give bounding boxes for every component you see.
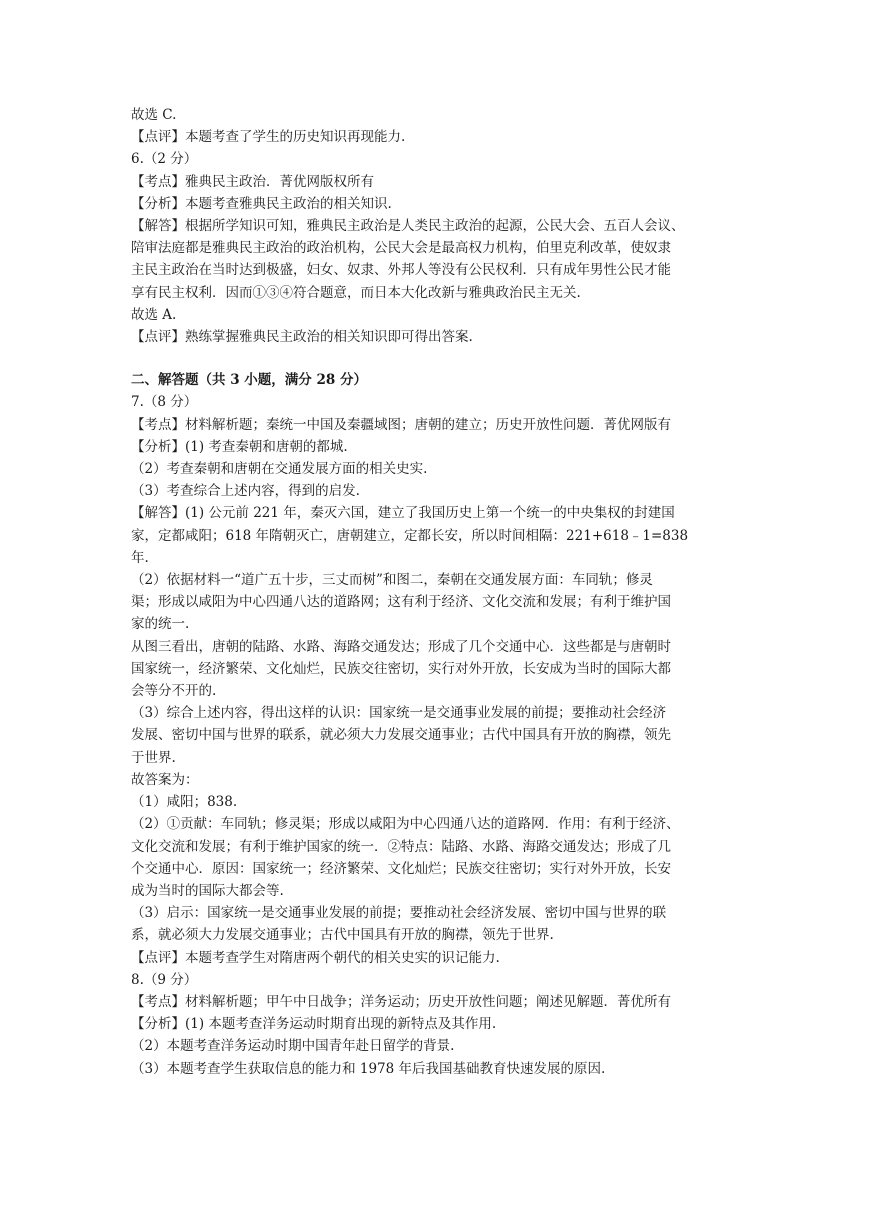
text-line: （3）启示：国家统一是交通事业发展的前提；要推动社会经济发展、密切中国与世界的联 <box>131 905 667 922</box>
text-line: 于世界. <box>131 749 176 766</box>
section-heading: 二、解答题（共 3 小题，满分 28 分） <box>131 372 367 389</box>
text-line: 渠；形成以咸阳为中心四通八达的道路网；这有利于经济、文化交流和发展；有利于维护国 <box>131 594 671 611</box>
text-line: 故选 C. <box>131 107 177 123</box>
text-line: 【考点】材料解析题；甲午中日战争；洋务运动；历史开放性问题；阐述见解题．菁优所有 <box>131 993 671 1010</box>
text-line: 成为当时的国际大都会等. <box>131 882 284 899</box>
text-line: （3）考查综合上述内容，得到的启发. <box>131 483 360 500</box>
text-line: 6.（2 分） <box>131 151 198 168</box>
text-line: 故答案为： <box>131 771 199 788</box>
text-line: 【分析】(1) 考查秦朝和唐朝的都城. <box>131 438 348 455</box>
text-line: 文化交流和发展；有利于维护国家的统一．②特点：陆路、水路、海路交通发达；形成了几 <box>131 838 671 855</box>
text-line: 【点评】熟练掌握雅典民主政治的相关知识即可得出答案. <box>131 329 473 346</box>
text-line: 从图三看出，唐朝的陆路、水路、海路交通发达；形成了几个交通中心．这些都是与唐朝时 <box>131 638 671 655</box>
text-line: （2）①贡献：车同轨；修灵渠；形成以咸阳为中心四通八达的道路网．作用：有利于经济、 <box>131 816 680 833</box>
text-line: 【点评】本题考查了学生的历史知识再现能力. <box>131 129 406 146</box>
text-line: 系，就必须大力发展交通事业；古代中国具有开放的胸襟，领先于世界. <box>131 927 554 944</box>
text-line: 发展、密切中国与世界的联系，就必须大力发展交通事业；古代中国具有开放的胸襟，领先 <box>131 727 671 744</box>
text-line: 【解答】根据所学知识可知，雅典民主政治是人类民主政治的起源，公民大会、五百人会议、 <box>131 218 685 235</box>
text-line: 主民主政治在当时达到极盛，妇女、奴隶、外邦人等没有公民权利．只有成年男性公民才能 <box>131 262 671 279</box>
text-line: 【分析】(1) 本题考查洋务运动时期育出现的新特点及其作用. <box>131 1016 497 1033</box>
text-line: （3）本题考查学生获取信息的能力和 1978 年后我国基础教育快速发展的原因. <box>131 1060 606 1077</box>
text-line: 家，定都咸阳；618 年隋朝灭亡，唐朝建立，定都长安，所以时间相隔：221+618﹣1=838 <box>131 527 689 544</box>
text-line: （2）考查秦朝和唐朝在交通发展方面的相关史实. <box>131 461 428 478</box>
text-line: 享有民主权利．因而①③④符合题意，而日本大化改新与雅典政治民主无关. <box>131 284 581 301</box>
text-line: 【解答】(1) 公元前 221 年，秦灭六国，建立了我国历史上第一个统一的中央集权的封建国 <box>131 505 675 522</box>
text-line: 【分析】本题考查雅典民主政治的相关知识. <box>131 195 392 212</box>
text-line: 7.（8 分） <box>131 394 198 411</box>
section-gap <box>131 348 743 369</box>
text-line: 国家统一，经济繁荣、文化灿烂，民族交往密切，实行对外开放，长安成为当时的国际大都 <box>131 660 671 677</box>
text-line: 个交通中心．原因：国家统一；经济繁荣、文化灿烂；民族交往密切；实行对外开放，长安 <box>131 860 671 877</box>
text-line: 会等分不开的. <box>131 683 217 700</box>
text-line: 年. <box>131 549 149 566</box>
text-line: （3）综合上述内容，得出这样的认识：国家统一是交通事业发展的前提；要推动社会经济 <box>131 705 667 722</box>
text-line: （1）咸阳；838. <box>131 794 238 811</box>
text-line: （2）本题考查洋务运动时期中国青年赴日留学的背景. <box>131 1038 455 1055</box>
text-line: 家的统一. <box>131 616 190 633</box>
text-line: 故选 A. <box>131 306 177 323</box>
text-line: （2）依据材料一“道广五十步，三丈而树”和图二，秦朝在交通发展方面：车同轨；修灵 <box>131 572 653 589</box>
document-body <box>131 104 743 1080</box>
text-line: 8.（9 分） <box>131 971 198 988</box>
text-line: 【点评】本题考查学生对隋唐两个朝代的相关史实的识记能力. <box>131 949 500 966</box>
text-line: 陪审法庭都是雅典民主政治的政治机构，公民大会是最高权力机构，伯里克利改革，使奴隶 <box>131 240 671 257</box>
text-line: 【考点】材料解析题；秦统一中国及秦疆域图；唐朝的建立；历史开放性问题．菁优网版有 <box>131 416 671 433</box>
text-line: 【考点】雅典民主政治．菁优网版权所有 <box>131 173 374 190</box>
